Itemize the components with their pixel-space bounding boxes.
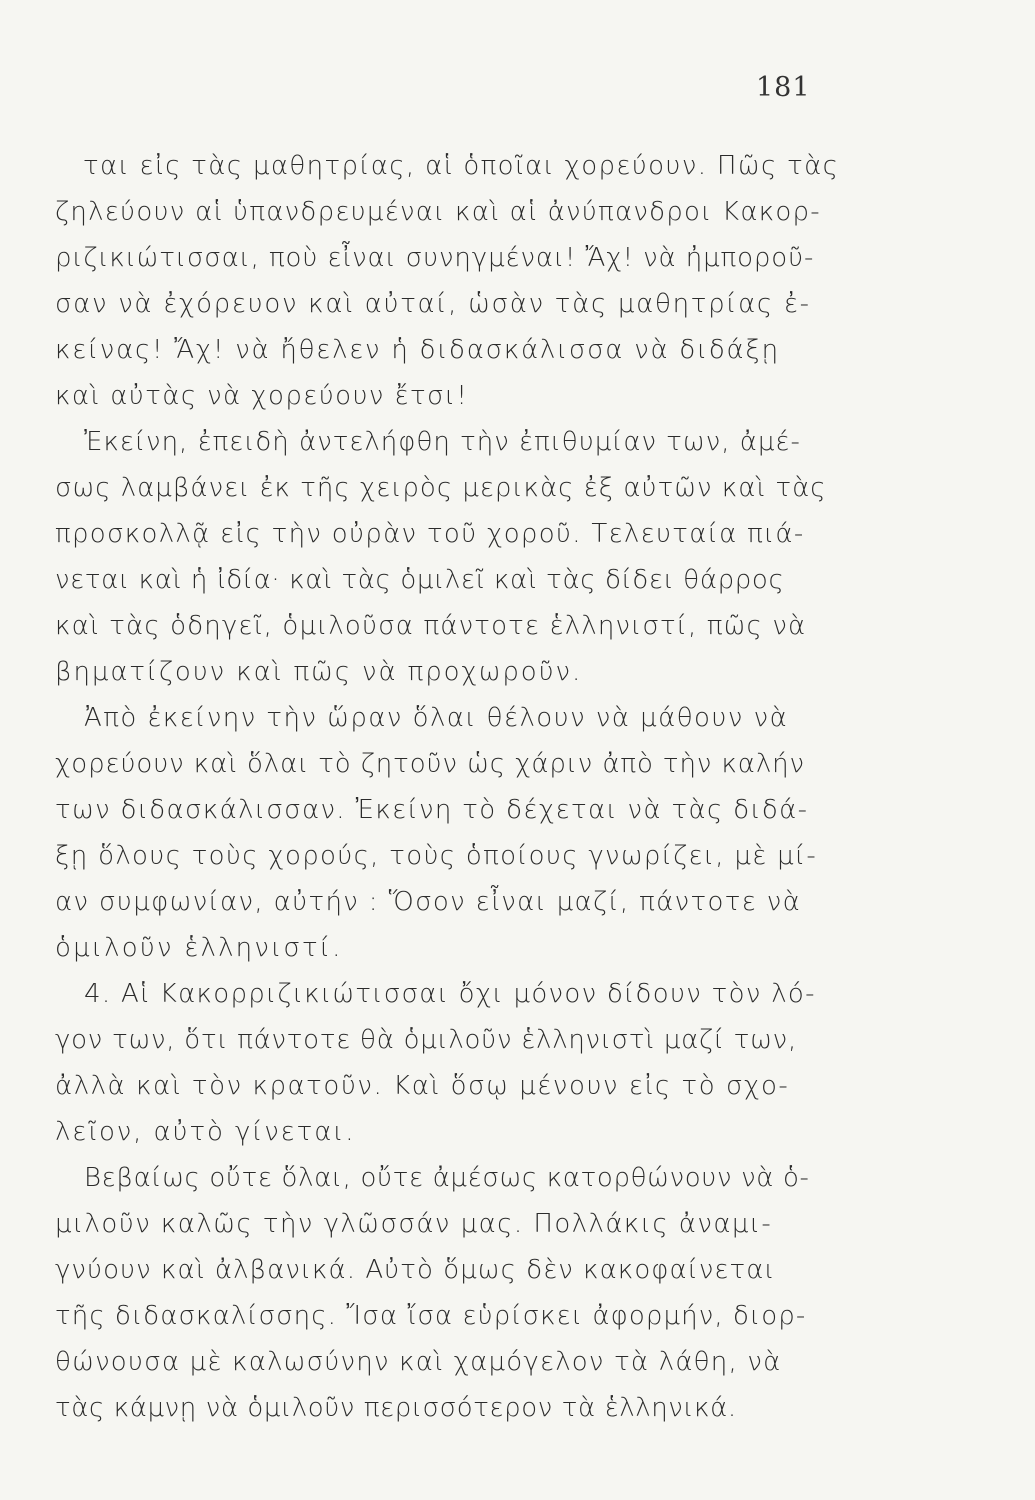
- text-line: αν συμφωνίαν, αὐτήν : Ὅσον εἶναι μαζί, πάντοτε νὰ: [55, 887, 802, 917]
- text-line: καὶ τὰς ὁδηγεῖ, ὁμιλοῦσα πάντοτε ἑλληνιστί, πῶς νὰ: [55, 611, 807, 641]
- text-line: μιλοῦν καλῶς τὴν γλῶσσάν μας. Πολλάκις ἀναμι-: [55, 1209, 773, 1239]
- text-line: καὶ αὐτὰς νὰ χορεύουν ἔτσι!: [55, 381, 469, 411]
- text-line: σαν νὰ ἐχόρευον καὶ αὐταί, ὡσὰν τὰς μαθητρίας ἐ-: [55, 289, 811, 319]
- text-line: χορεύουν καὶ ὅλαι τὸ ζητοῦν ὡς χάριν ἀπὸ τὴν καλήν: [55, 749, 805, 779]
- text-line: Βεβαίως οὔτε ὅλαι, οὔτε ἀμέσως κατορθώνουν νὰ ὁ-: [84, 1163, 810, 1193]
- text-line: τῆς διδασκαλίσσης. Ἴσα ἴσα εὑρίσκει ἀφορμήν, διορ-: [55, 1301, 807, 1331]
- text-line: ὁμιλοῦν ἑλληνιστί.: [55, 933, 343, 963]
- text-line: 4. Αἱ Κακορριζικιώτισσαι ὄχι μόνον δίδουν τὸν λό-: [84, 979, 816, 1009]
- text-line: βηματίζουν καὶ πῶς νὰ προχωροῦν.: [55, 657, 583, 687]
- text-line: θώνουσα μὲ καλωσύνην καὶ χαμόγελον τὰ λάθη, νὰ: [55, 1347, 782, 1377]
- text-line: γνύουν καὶ ἀλβανικά. Αὐτὸ ὅμως δὲν κακοφαίνεται: [55, 1255, 776, 1285]
- text-line: γον των, ὅτι πάντοτε θὰ ὁμιλοῦν ἑλληνιστὶ μαζί των,: [55, 1025, 797, 1055]
- text-line: ξῃ ὅλους τοὺς χορούς, τοὺς ὁποίους γνωρίζει, μὲ μί-: [55, 841, 818, 871]
- text-line: των διδασκάλισσαν. Ἐκείνη τὸ δέχεται νὰ τὰς διδά-: [55, 795, 809, 825]
- text-line: κείνας! Ἄχ! νὰ ἤθελεν ἡ διδασκάλισσα νὰ διδάξῃ: [55, 335, 780, 365]
- text-line: νεται καὶ ἡ ἰδία· καὶ τὰς ὁμιλεῖ καὶ τὰς δίδει θάρρος: [55, 565, 785, 595]
- text-line: Ἀπὸ ἐκείνην τὴν ὥραν ὅλαι θέλουν νὰ μάθουν νὰ: [84, 703, 789, 733]
- text-line: λεῖον, αὐτὸ γίνεται.: [55, 1117, 356, 1147]
- text-line: ται εἰς τὰς μαθητρίας, αἱ ὁποῖαι χορεύουν. Πῶς τὰς: [83, 151, 840, 181]
- text-line: ζηλεύουν αἱ ὑπανδρευμέναι καὶ αἱ ἀνύπανδροι Κακορ-: [55, 197, 821, 227]
- text-line: προσκολλᾷ εἰς τὴν οὐρὰν τοῦ χοροῦ. Τελευταία πιά-: [55, 519, 805, 549]
- text-line: σως λαμβάνει ἐκ τῆς χειρὸς μερικὰς ἐξ αὐτῶν καὶ τὰς: [55, 473, 827, 503]
- page-number: 181: [756, 72, 811, 103]
- text-line: τὰς κάμνῃ νὰ ὁμιλοῦν περισσότερον τὰ ἑλληνικά.: [55, 1393, 737, 1423]
- text-line: Ἐκείνη, ἐπειδὴ ἀντελήφθη τὴν ἐπιθυμίαν των, ἀμέ-: [84, 427, 801, 457]
- text-line: ἀλλὰ καὶ τὸν κρατοῦν. Καὶ ὅσῳ μένουν εἰς τὸ σχο-: [55, 1071, 790, 1101]
- text-line: ριζικιώτισσαι, ποὺ εἶναι συνηγμέναι! Ἄχ! νὰ ἠμποροῦ-: [55, 243, 815, 273]
